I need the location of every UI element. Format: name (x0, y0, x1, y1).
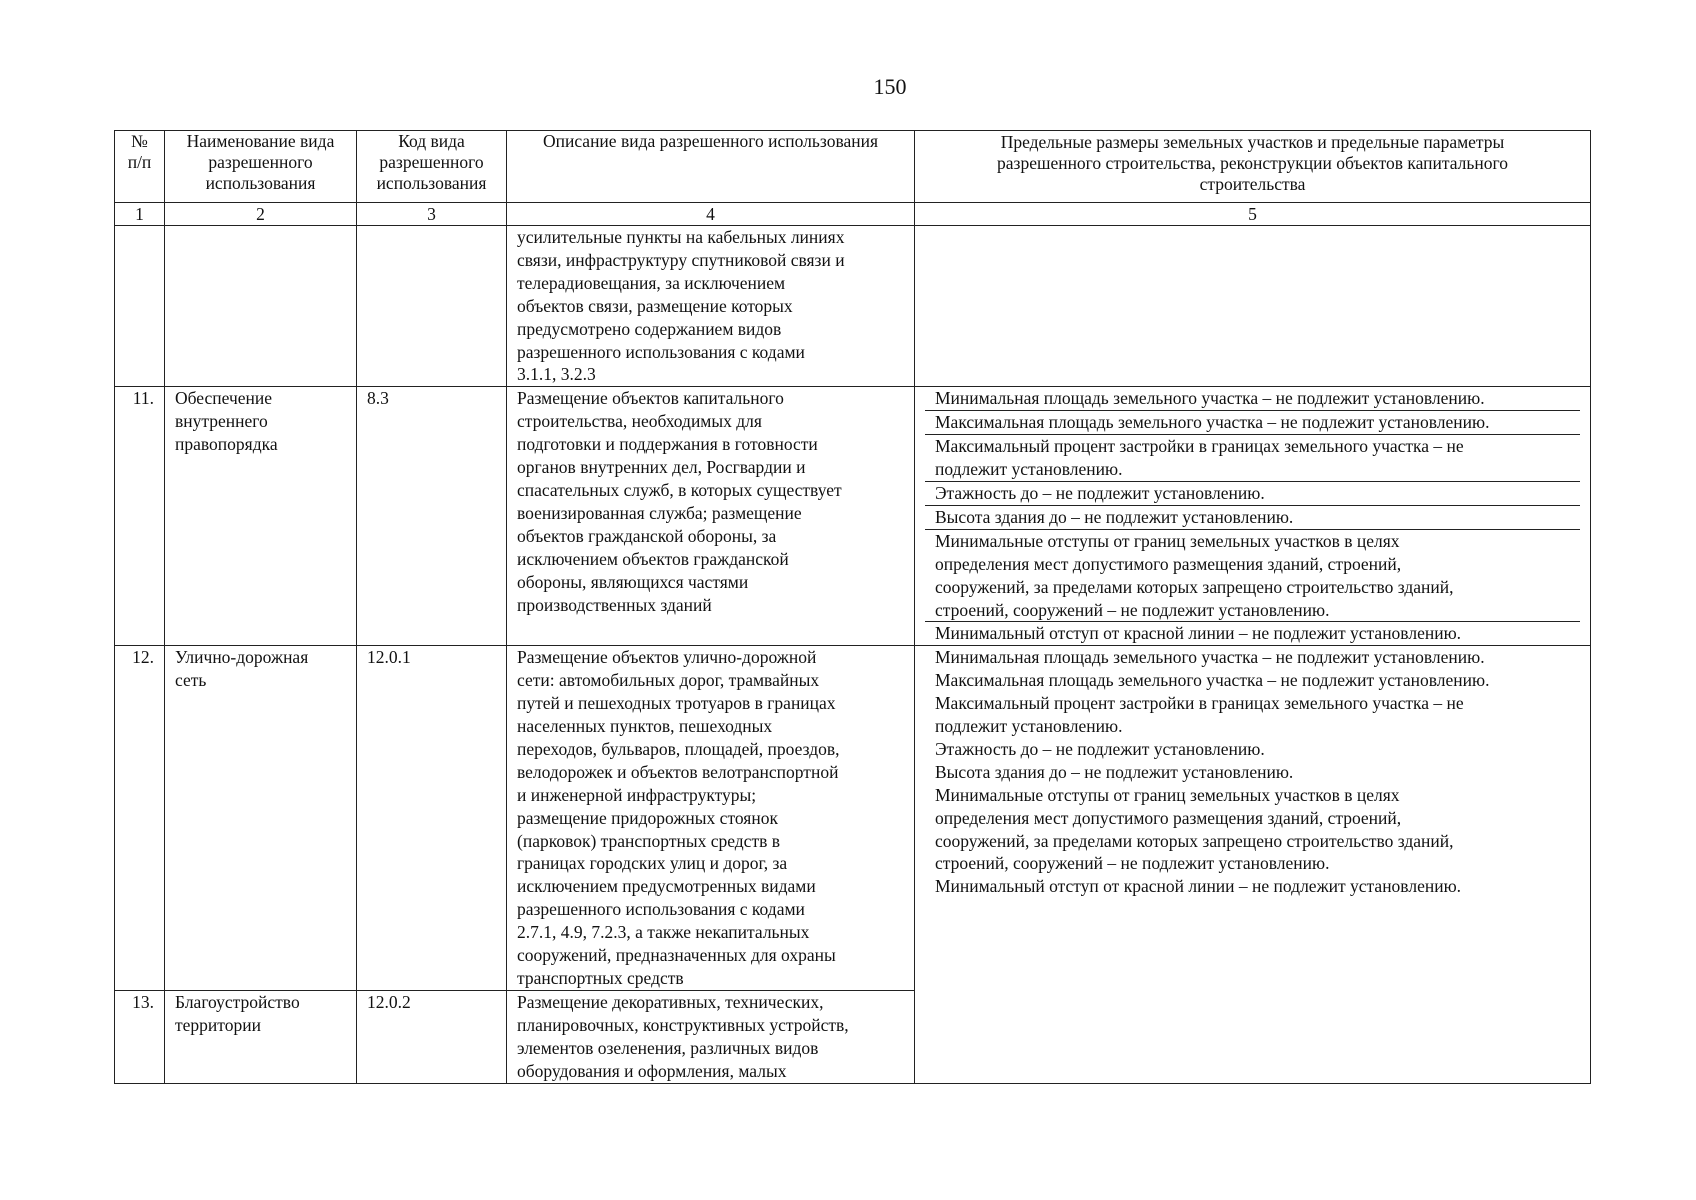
description-line: сети: автомобильных дорог, трамвайных (517, 670, 820, 691)
column-number-row (115, 203, 1591, 226)
description-line: путей и пешеходных тротуаров в границах (517, 693, 836, 714)
description-line: элементов озеленения, различных видов (517, 1037, 819, 1058)
table-row (115, 646, 1591, 991)
parameter-line: Минимальный отступ от красной линии – не подлежит установлению. (935, 623, 1462, 644)
row-use-name (165, 990, 357, 1083)
parameter-line: строений, сооружений – не подлежит установлению. (935, 853, 1330, 874)
row-use-code: 8.3 (357, 387, 507, 646)
row-use-description (507, 990, 915, 1083)
row-number: 13. (115, 990, 165, 1083)
description-line: оборудования и оформления, малых (517, 1060, 787, 1081)
parameter-item (925, 481, 1580, 505)
parameter-item (925, 529, 1580, 622)
table-header-row (115, 131, 1591, 203)
parameter-line: Минимальные отступы от границ земельных участков в целях (935, 530, 1400, 551)
parameter-line: Минимальная площадь земельного участка – не подлежит установлению. (935, 647, 1485, 668)
description-line: обороны, являющихся частями (517, 571, 749, 592)
row-use-name (165, 646, 357, 991)
row-number: 12. (115, 646, 165, 991)
description-line: телерадиовещания, за исключением (517, 272, 786, 293)
column-number: 5 (915, 203, 1591, 226)
column-number: 3 (357, 203, 507, 226)
row-limit-parameters (915, 387, 1591, 646)
parameter-line: Высота здания до – не подлежит установлению. (935, 506, 1294, 527)
row-use-code: 12.0.1 (357, 646, 507, 991)
parameter-item (925, 387, 1580, 410)
description-line: усилительные пункты на кабельных линиях (517, 227, 845, 247)
page-number: 150 (873, 74, 907, 99)
description-line: органов внутренних дел, Росгвардии и (517, 457, 806, 478)
description-line: объектов связи, размещение которых (517, 295, 793, 316)
table-row (115, 226, 1591, 387)
description-line: исключением предусмотренных видами (517, 876, 816, 897)
description-line: планировочных, конструктивных устройств, (517, 1014, 849, 1035)
table-row (115, 387, 1591, 646)
description-line: производственных зданий (517, 594, 712, 615)
description-line: исключением объектов гражданской (517, 548, 789, 569)
description-line: подготовки и поддержания в готовности (517, 434, 818, 455)
description-line: разрешенного использования с кодами (517, 341, 805, 362)
parameter-item (925, 621, 1580, 645)
parameter-line: подлежит установлению. (935, 459, 1123, 480)
parameter-line: Этажность до – не подлежит установлению. (935, 738, 1265, 759)
use-name-line: правопорядка (175, 434, 278, 455)
row-use-description (507, 226, 915, 387)
parameter-line: подлежит установлению. (935, 716, 1123, 737)
parameter-line: Максимальный процент застройки в границах земельного участка – не (935, 693, 1464, 714)
parameter-line: Максимальная площадь земельного участка – не подлежит установлению. (935, 670, 1490, 691)
description-line: Размещение объектов улично-дорожной (517, 647, 817, 668)
row-use-description (507, 646, 915, 991)
description-line: Размещение объектов капитального (517, 388, 784, 409)
description-line: транспортных средств (517, 968, 684, 988)
description-line: размещение придорожных стоянок (517, 807, 778, 828)
parameter-line: Максимальная площадь земельного участка – не подлежит установлению. (935, 412, 1490, 433)
description-line: (парковок) транспортных средств в (517, 830, 780, 851)
description-line: 3.1.1, 3.2.3 (517, 364, 596, 385)
parameter-line: определения мест допустимого размещения зданий, строений, (935, 807, 1402, 828)
header-use-name: Наименование вида разрешенного использования (165, 131, 357, 203)
column-number: 4 (507, 203, 915, 226)
parameter-item (925, 505, 1580, 529)
parameter-line: Минимальная площадь земельного участка – не подлежит установлению. (935, 388, 1485, 409)
row-number: 11. (115, 387, 165, 646)
row-limit-parameters (915, 226, 1591, 387)
description-line: и инженерной инфраструктуры; (517, 784, 757, 805)
permitted-use-table (114, 130, 1591, 1084)
row-use-description (507, 387, 915, 646)
parameter-item (925, 434, 1580, 481)
header-use-description: Описание вида разрешенного использования (507, 131, 915, 203)
parameter-line: Минимальный отступ от красной линии – не подлежит установлению. (935, 876, 1462, 897)
parameter-line: Высота здания до – не подлежит установлению. (935, 761, 1294, 782)
description-line: населенных пунктов, пешеходных (517, 716, 773, 737)
parameter-item (925, 410, 1580, 434)
use-name-line: Обеспечение (175, 388, 273, 409)
row-number (115, 226, 165, 387)
row-use-code: 12.0.2 (357, 990, 507, 1083)
description-line: велодорожек и объектов велотранспортной (517, 761, 839, 782)
row-use-name (165, 387, 357, 646)
parameter-line: Этажность до – не подлежит установлению. (935, 482, 1265, 503)
description-line: предусмотрено содержанием видов (517, 318, 782, 339)
description-line: переходов, бульваров, площадей, проездов, (517, 738, 840, 759)
parameter-line: Минимальные отступы от границ земельных участков в целях (935, 784, 1400, 805)
row-limit-parameters (915, 646, 1591, 1083)
parameter-line: сооружений, за пределами которых запрещено строительство зданий, (935, 830, 1454, 851)
description-line: связи, инфраструктуру спутниковой связи и (517, 249, 845, 270)
parameter-item (925, 646, 1580, 898)
use-name-line: внутреннего (175, 411, 268, 432)
description-line: 2.7.1, 4.9, 7.2.3, а также некапитальных (517, 922, 810, 943)
use-name-line: сеть (175, 670, 207, 691)
description-line: Размещение декоративных, технических, (517, 991, 824, 1012)
parameter-line: определения мест допустимого размещения зданий, строений, (935, 553, 1402, 574)
description-line: спасательных служб, в которых существует (517, 479, 842, 500)
header-number: № п/п (115, 131, 165, 203)
column-number: 1 (115, 203, 165, 226)
description-line: границах городских улиц и дорог, за (517, 853, 788, 874)
parameter-line: строений, сооружений – не подлежит установлению. (935, 599, 1330, 620)
parameter-line: сооружений, за пределами которых запрещено строительство зданий, (935, 576, 1454, 597)
header-limit-parameters: Предельные размеры земельных участков и предельные параметры разрешенного строительства, реконструкции объектов капитального строительства (915, 131, 1591, 203)
description-line: сооружений, предназначенных для охраны (517, 945, 836, 966)
description-line: строительства, необходимых для (517, 411, 762, 432)
row-use-name (165, 226, 357, 387)
description-line: военизированная служба; размещение (517, 502, 802, 523)
column-number: 2 (165, 203, 357, 226)
parameter-line: Максимальный процент застройки в границах земельного участка – не (935, 436, 1464, 457)
description-line: объектов гражданской обороны, за (517, 525, 777, 546)
header-use-code: Код вида разрешенного использования (357, 131, 507, 203)
use-name-line: территории (175, 1014, 261, 1035)
use-name-line: Улично-дорожная (175, 647, 309, 668)
use-name-line: Благоустройство (175, 991, 300, 1012)
row-use-code (357, 226, 507, 387)
description-line: разрешенного использования с кодами (517, 899, 805, 920)
